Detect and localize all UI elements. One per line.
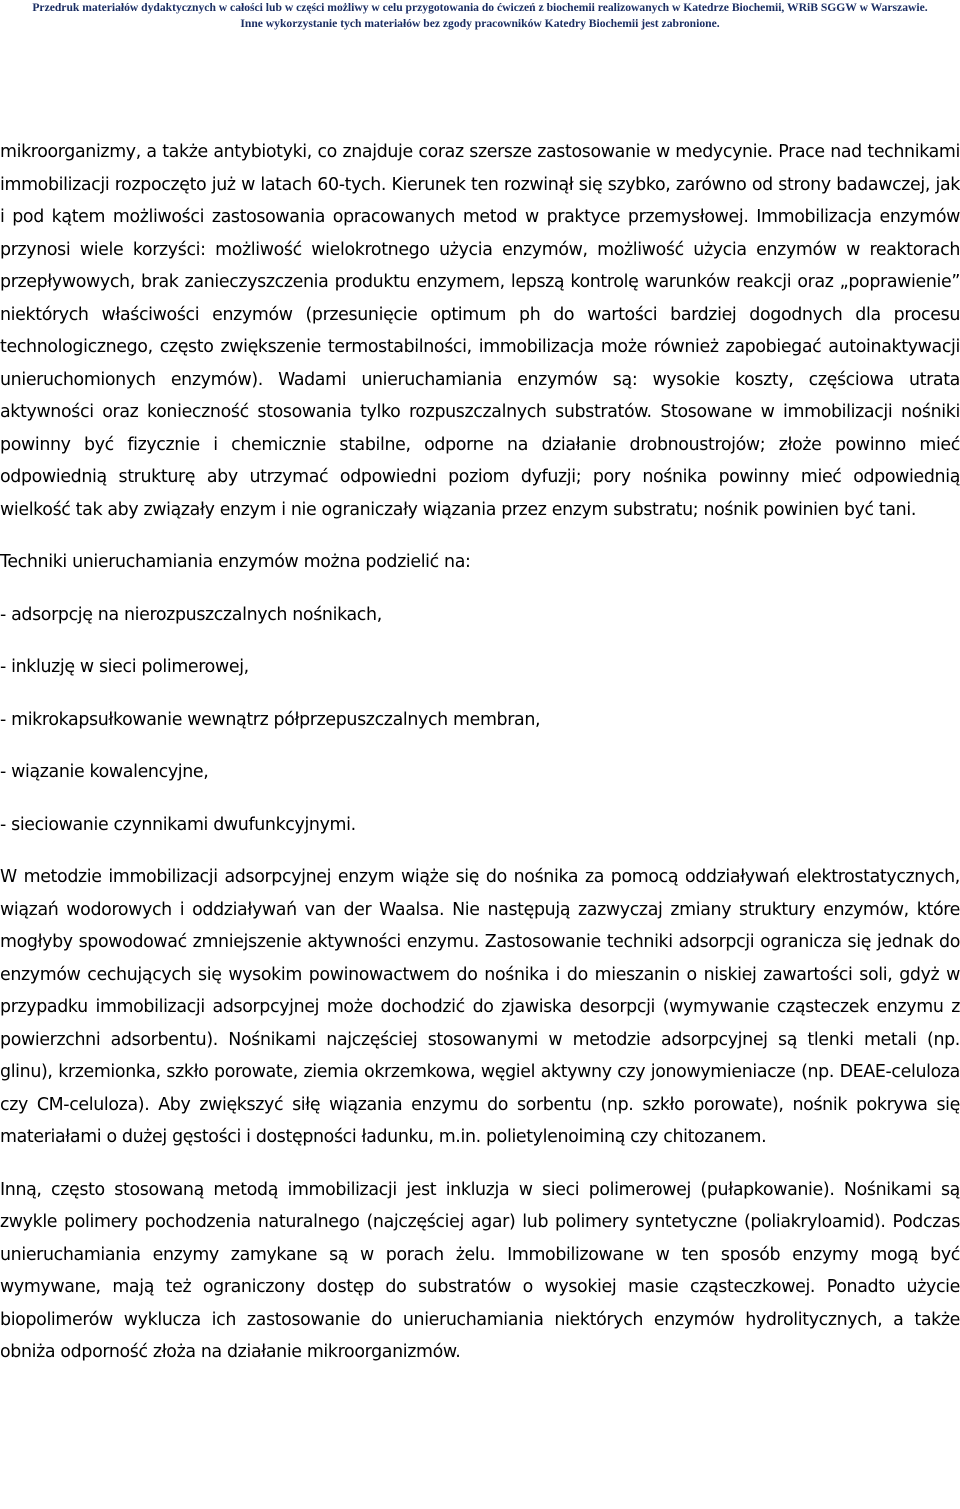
document-body: [0, 136, 960, 1369]
list-item: - wiązanie kowalencyjne,: [0, 762, 209, 782]
page-header: [0, 0, 960, 32]
list-item: - adsorpcję na nierozpuszczalnych nośnikach,: [0, 604, 382, 625]
list-item: - inkluzję w sieci polimerowej,: [0, 657, 249, 677]
header-copyright-line: Przedruk materiałów dydaktycznych w całości lub w części możliwy w celu przygotowania do ćwiczeń z biochemii realizowanych w Katedrze Biochemii, WRiB SGGW w Warszawie.: [32, 1, 928, 14]
paragraph-inclusion-method: Inną, często stosowaną metodą immobilizacji jest inkluzja w sieci polimerowej (pułapkowanie). Nośnikami są zwykle polimery pochodzenia naturalnego (najczęściej agar) lub polimery syntetyczne (poliakryloamid). Podczas unieruchamiania enzymy zamykane są w porach żelu. Immobilizowane w ten sposób enzymy mogą być wymywane, mają też ograniczony dostęp do substratów o wysokiej masie cząsteczkowej. Ponadto użycie biopolimerów wyklucza ich zastosowanie do unieruchamiania niektórych enzymów hydrolitycznych, a także obniża odporność złoża na działanie mikroorganizmów.: [0, 1179, 960, 1362]
paragraph-techniques-intro: Techniki unieruchamiania enzymów można podzielić na:: [0, 552, 471, 572]
paragraph-adsorption-method: W metodzie immobilizacji adsorpcyjnej enzym wiąże się do nośnika za pomocą oddziaływań elektrostatycznych, wiązań wodorowych i oddziaływań van der Waalsa. Nie następują zazwyczaj zmiany struktury enzymów, które mogłyby spowodować zmniejszenie aktywności enzymu. Zastosowanie techniki adsorpcji ogranicza się jednak do enzymów cechujących się wysokim powinowactwem do nośnika i do mieszanin o niskiej zawartości soli, gdyż w przypadku immobilizacji adsorpcyjnej może dochodzić do zjawiska desorpcji (wymywanie cząsteczek enzymu z powierzchni adsorbentu). Nośnikami najczęściej stosowanymi w metodzie adsorpcyjnej są tlenki metali (np. glinu), krzemionka, szkło porowate, ziemia okrzemkowa, węgiel aktywny czy jonowymieniacze (np. DEAE-celuloza czy CM-celuloza). Aby zwiększyć siłę wiązania enzymu do sorbentu (np. szkło porowate), nośnik pokrywa się materiałami o dużej gęstości i dostępności ładunku, m.in. polietylenoiminą czy chitozanem.: [0, 867, 960, 1147]
list-item: - sieciowanie czynnikami dwufunkcyjnymi.: [0, 814, 356, 835]
list-item: - mikrokapsułkowanie wewnątrz półprzepuszczalnych membran,: [0, 709, 541, 730]
paragraph-immobilization-benefits: mikroorganizmy, a także antybiotyki, co znajduje coraz szersze zastosowanie w medycynie. Prace nad technikami immobilizacji rozpoczęto już w latach 60-tych. Kierunek ten rozwinął się szybko, zarówno od strony badawczej, jak i pod kątem możliwości zastosowania opracowanych metod w praktyce przemysłowej. Immobilizacja enzymów przynosi wiele korzyści: możliwość wielokrotnego użycia enzymów, możliwość użycia enzymów w reaktorach przepływowych, brak zanieczyszczenia produktu enzymem, lepszą kontrolę warunków reakcji oraz „poprawienie” niektórych właściwości enzymów (przesunięcie optimum ph do wartości bardziej dogodnych dla procesu technologicznego, często zwiększenie termostabilności, immobilizacja może również zapobiegać autoinaktywacji unieruchomionych enzymów). Wadami unieruchamiania enzymów są: wysokie koszty, częściowa utrata aktywności oraz konieczność stosowania tylko rozpuszczalnych substratów. Stosowane w immobilizacji nośniki powinny być fizycznie i chemicznie stabilne, odporne na działanie drobnoustrojów; złoże powinno mieć odpowiednią strukturę aby utrzymać odpowiedni poziom dyfuzji; pory nośnika powinny mieć odpowiednią wielkość tak aby związały enzym i nie ograniczały wiązania przez enzym substratu; nośnik powinien być tani.: [0, 142, 960, 520]
header-restriction-line: Inne wykorzystanie tych materiałów bez zgody pracowników Katedry Biochemii jest zabronione.: [240, 17, 720, 30]
